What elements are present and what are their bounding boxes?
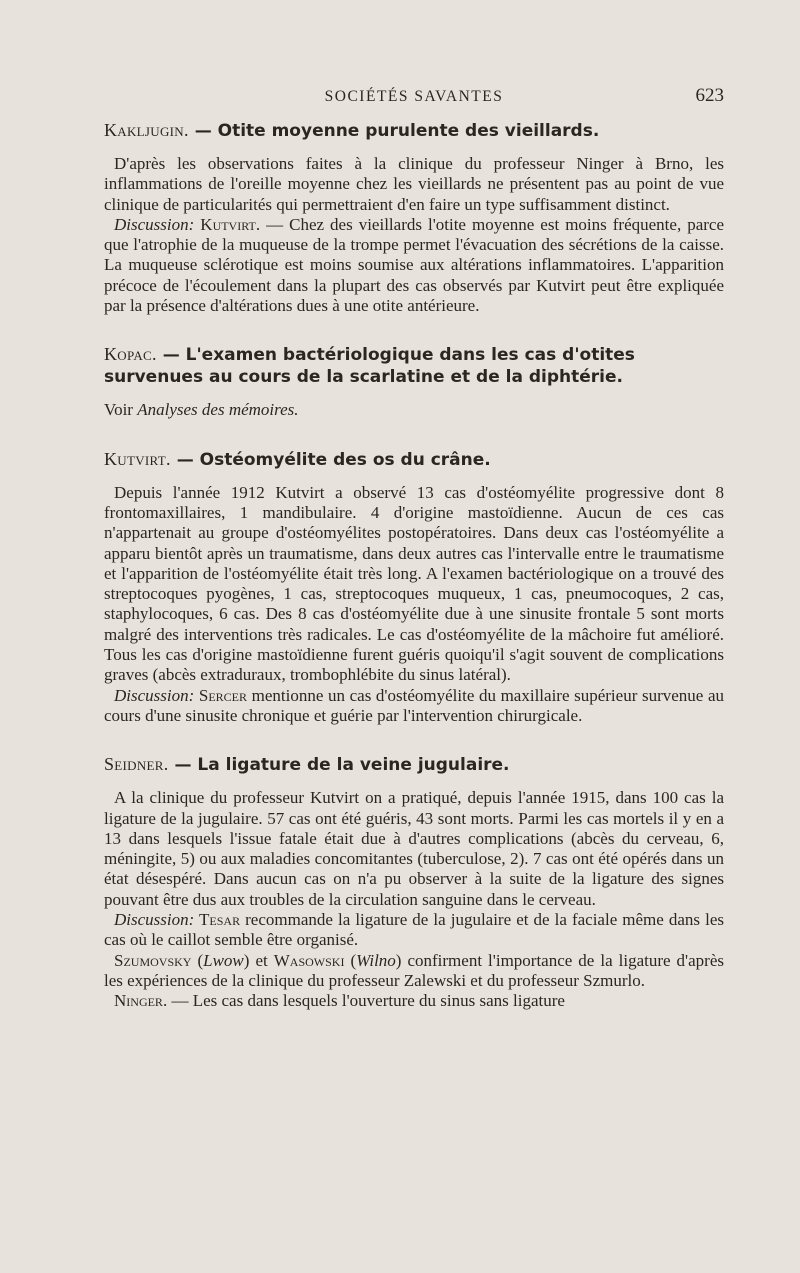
- discussion-label: Discussion:: [114, 910, 195, 930]
- conjunction: et: [249, 950, 274, 970]
- article-author: Seidner.: [104, 754, 169, 775]
- page-header: [104, 85, 724, 112]
- article-title: — Ostéomyélite des os du crâne.: [170, 449, 491, 470]
- discussion-author: Kutvirt.: [194, 214, 261, 234]
- article-kopac: [104, 344, 724, 420]
- article-author: Kutvirt.: [104, 448, 171, 469]
- commentator-city: Lwow: [203, 950, 244, 970]
- discussion-paragraph: [104, 910, 724, 951]
- discussion-text: — Chez des vieillards l'otite moyenne est moins fréquente, parce que l'atrophie de la muqueuse de la trompe permet l'évacuation des sécrétions de la caisse. La muqueuse sclérotique est moins soumise aux altérations inflammatoires. L'apparition précoce de l'écoulement dans la plupart des cas observés par Kutvirt peut être expliquée par la présence d'altérations dues à une otite antérieure.: [104, 214, 724, 316]
- article-author: Kopac.: [104, 344, 157, 365]
- article-title: — L'examen bactériologique dans les cas d'otites survenues au cours de la scarlatine et de la diphtérie.: [104, 345, 635, 388]
- article-heading: [104, 754, 724, 776]
- article-title: — Otite moyenne purulente des vieillards.: [188, 121, 600, 141]
- commentator-name: Wasowski: [273, 950, 345, 970]
- commentary-text: — Les cas dans lesquels l'ouverture du sinus sans ligature: [167, 991, 565, 1011]
- reference-link-text: Analyses des mémoires.: [137, 400, 299, 420]
- reference-prefix: Voir: [104, 400, 138, 420]
- article-author: Kakljugin.: [104, 120, 189, 140]
- article-kakljugin: [104, 120, 724, 316]
- discussion-text: recommande la ligature de la jugulaire et de la faciale même dans les cas où le caillot semble être organisé.: [104, 910, 724, 950]
- article-body: Depuis l'année 1912 Kutvirt a observé 13 cas d'ostéomyélite progressive dont 8 frontomaxillaires, 1 mandibulaire. 4 d'origine mastoïdienne. Aucun de ces cas n'appartenait au groupe d'ostéomyélites postopératoires. Dans deux cas l'ostéomyélite a apparu bientôt après un traumatisme, dans deux autres cas l'intervalle entre le traumatisme et l'apparition de l'ostéomyélite était très long. A l'examen bactériologique on a trouvé des streptocoques pyogènes, 1 cas, streptocoques muqueux, 1 cas, pneumocoques, 2 cas, staphylocoques, 6 cas. Des 8 cas d'ostéomyélite due à une sinusite frontale 5 sont morts malgré des interventions très radicales. Le cas d'ostéomyélite de la mâchoire fut amélioré. Tous les cas d'origine mastoïdienne furent guéris quoiqu'il s'agit souvent de complications graves (abcès extraduraux, trombophlébite du sinus latéral).: [104, 482, 724, 685]
- article-body: A la clinique du professeur Kutvirt on a pratiqué, depuis l'année 1915, dans 100 cas la ligature de la jugulaire. 57 cas ont été guéris, 43 sont morts. Parmi les cas mortels il y en a 13 dans lesquels l'issue fatale était due à d'autres complications (abcès du cerveau, 6, méningite, 5) ou aux maladies concomitantes (tuberculose, 2). 7 cas ont été opérés dans un état désespéré. Dans aucun cas on n'a pu observer à la suite de la ligature des signes pouvant être dus aux troubles de la circulation sanguine dans le cerveau.: [104, 788, 724, 909]
- page-number: 623: [695, 85, 724, 106]
- commentary-paragraph: Szumovsky (Lwow) et Wasowski (Wilno) confirment l'importance de la ligature d'après les expériences de la clinique du professeur Zalewski et du professeur Szmurlo.: [104, 950, 724, 990]
- commentary-paragraph: [104, 991, 724, 1011]
- discussion-text: mentionne un cas d'ostéomyélite du maxillaire supérieur survenue au cours d'une sinusite chronique et guérie par l'intervention chirurgicale.: [104, 685, 724, 725]
- discussion-paragraph: [104, 215, 724, 316]
- article-heading: [104, 120, 724, 142]
- article-body: D'après les observations faites à la clinique du professeur Ninger à Brno, les inflammations de l'oreille moyenne chez les vieillards ne présentent pas au point de vue clinique de particularités qui permettraient d'en faire un type suffisamment distinct.: [104, 154, 724, 214]
- running-title: SOCIÉTÉS SAVANTES: [324, 88, 504, 105]
- commentator-name: Ninger.: [114, 991, 168, 1011]
- discussion-author: Sercer: [194, 685, 248, 705]
- discussion-label: Discussion:: [114, 685, 195, 705]
- article-heading: [104, 344, 724, 388]
- commentator-city: Wilno: [356, 950, 396, 970]
- commentary-text: confirment l'importance de la ligature d'après les expériences de la clinique du professeur Zalewski et du professeur Szmurlo.: [104, 950, 724, 990]
- discussion-author: Tesar: [194, 910, 241, 930]
- article-seidner: [104, 754, 724, 1011]
- article-body: [104, 400, 724, 420]
- article-heading: [104, 449, 724, 471]
- article-title: — La ligature de la veine jugulaire.: [168, 755, 510, 776]
- discussion-paragraph: [104, 686, 724, 727]
- article-kutvirt: [104, 449, 724, 727]
- commentator-name: Szumovsky: [114, 950, 192, 970]
- page-content: [104, 120, 724, 1012]
- discussion-label: Discussion:: [114, 214, 195, 234]
